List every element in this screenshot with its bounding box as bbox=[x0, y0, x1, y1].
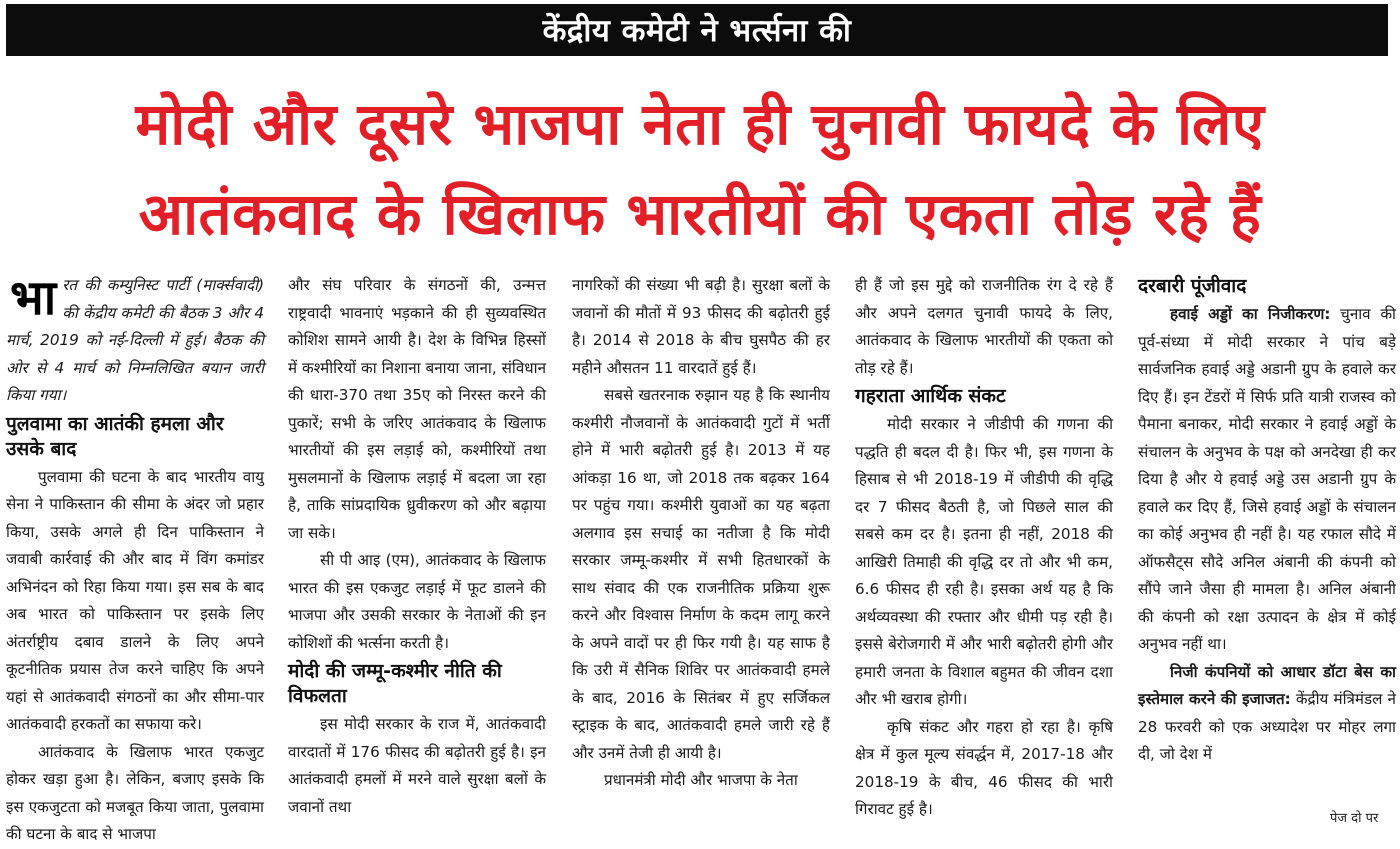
article-column-2 bbox=[288, 272, 546, 832]
headline-line-1: मोदी और दूसरे भाजपा नेता ही चुनावी फायदे के लिए bbox=[135, 90, 1265, 158]
paragraph bbox=[1138, 301, 1396, 659]
section-banner: केंद्रीय कमेटी ने भर्त्सना की bbox=[6, 4, 1388, 56]
subheading-crony-capitalism: दरबारी पूंजीवाद bbox=[1138, 275, 1247, 297]
paragraph: कृषि संकट और गहरा हो रहा है। कृषि क्षेत्र में कुल मूल्य संवर्द्धन में, 2017-18 और 2018-19 के बीच, 46 फीसद की भारी गिरावट हुई है। bbox=[855, 717, 1113, 818]
paragraph: सी पी आइ (एम), आतंकवाद के खिलाफ भारत की इस एकजुट लड़ाई में फूट डालने की भाजपा और उसकी सरकार के नेताओं की इन कोशिशों की भर्त्सना करती है। bbox=[288, 551, 546, 652]
paragraph: नागरिकों की संख्या भी बढ़ी है। सुरक्षा बलों के जवानों की मौतों में 93 फीसद की बढ़ोतरी हुई है। 2014 से 2018 के बीच घुसपैठ की हर महीने औसतन 11 वारदातें हुई हैं। bbox=[572, 276, 830, 377]
paragraph: पुलवामा की घटना के बाद भारतीय वायु सेना ने पाकिस्तान की सीमा के अंदर जो प्रहार किया, उसके अगले ही दिन पाकिस्तान ने जवाबी कार्रवाई की और बाद में विंग कमांडर अभिनंदन को रिहा किया गया। इस सब के बाद अब भारत को पाकिस्तान पर इसके लिए अंतर्राष्ट्रीय दबाव डालने के लिए अपने कूटनीतिक प्रयास तेज करने चाहिए कि अपने यहां से आतंकवादी संगठनों का और सीमा-पार आतंकवादी हरकतों का सफाया करे। bbox=[6, 467, 264, 733]
paragraph: प्रधानमंत्री मोदी और भाजपा के नेता bbox=[604, 771, 798, 789]
headline-line-2: आतंकवाद के खिलाफ भारतीयों की एकता तोड़ रहे हैं bbox=[138, 180, 1262, 248]
subheading-kashmir-policy: मोदी की जम्मू-कश्मीर नीति की विफलता bbox=[288, 660, 502, 707]
paragraph: इस मोदी सरकार के राज में, आतंकवादी वारदातों में 176 फीसद की बढ़ोतरी हुई है। इन आतंकवादी हमलों में मरने वाले सुरक्षा बलों के जवानों तथा bbox=[288, 715, 546, 816]
paragraph: मोदी सरकार ने जीडीपी की गणना की पद्धति ही बदल दी है। फिर भी, इस गणना के हिसाब से भी 2018-19 में जीडीपी की वृद्धि दर 7 फीसद बैठती है, जो पिछले साल की सबसे कम दर है। इतना ही नहीं, 2018 की आखिरी तिमाही की वृद्धि दर तो और भी कम, 6.6 फीसद ही रही है। इसका अर्थ यह है कि अर्थव्यवस्था की रफ्तार और धीमी पड़ रही है। इससे बेरोजगारी में और भारी बढ़ोतरी होगी और हमारी जनता के विशाल बहुमत की जीवन दशा और भी खराब होगी। bbox=[855, 415, 1113, 708]
paragraph: आतंकवाद के खिलाफ भारत एकजुट होकर खड़ा हुआ है। लेकिन, बजाए इसके कि इस एकजुटता को मजबूत किया जाता, पुलवामा की घटना के बाद से भाजपा bbox=[6, 742, 264, 843]
continued-on-page-note: पेज दो पर bbox=[1330, 811, 1379, 826]
paragraph-text: चुनाव की पूर्व-संध्या में मोदी सरकार ने पांच बड़े सार्वजनिक हवाई अड्डे अडानी ग्रुप के हवाले कर दिए हैं। इन टेंडरों में सिर्फ प्रति यात्री राजस्व को पैमाना बनाकर, मोदी सरकार ने हवाई अड्डों के संचालन के अनुभव के पक्ष को अनदेखा ही कर दिया है और ये हवाई अड्डे उस अडानी ग्रुप के हवाले कर दिए हैं, जिसे हवाई अड्डों के संचालन का कोई अनुभव ही नहीं है। यह रफाल सौदे में ऑफसैट्स सौदे अनिल अंबानी की कंपनी को सौंपे जाने जैसा ही मामला है। अनिल अंबानी की कंपनी को रक्षा उत्पादन के क्षेत्र में कोई अनुभव नहीं था। bbox=[1138, 305, 1396, 653]
article-column-1 bbox=[6, 270, 264, 843]
drop-cap: भा bbox=[10, 270, 57, 326]
paragraph: ही हैं जो इस मुद्दे को राजनीतिक रंग दे रहे हैं और अपने दलगत चुनावी फायदे के लिए, आतंकवाद के खिलाफ भारतीयों की एकता को तोड़ रहे हैं। bbox=[855, 276, 1113, 377]
paragraph: सबसे खतरनाक रुझान यह है कि स्थानीय कश्मीरी नौजवानों के आतंकवादी गुटों में भर्ती होने में भारी बढ़ोतरी हुई है। 2013 में यह आंकड़ा 16 था, जो 2018 तक बढ़कर 164 पर पहुंच गया। कश्मीरी युवाओं का यह बढ़ता अलगाव इस सचाई का नतीजा है कि मोदी सरकार जम्मू-कश्मीर में सभी हितधारकों के साथ संवाद की एक राजनीतिक प्रक्रिया शुरू करने और विश्वास निर्माण के कदम लागू करने के अपने वादों पर ही फिर गयी है। यह साफ है कि उरी में सैनिक शिविर पर आतंकवादी हमले के बाद, 2016 के सितंबर में हुए सर्जिकल स्ट्राइक के बाद, आतंकवादी हमले जारी रहे हैं और उनमें तेजी ही आयी है। bbox=[572, 386, 830, 762]
intro-text: रत की कम्युनिस्ट पार्टी (मार्क्सवादी) की केंद्रीय कमेटी की बैठक 3 और 4 मार्च, 2019 को नई-दिल्ली में हुई। बैठक की ओर से 4 मार्च को निम्नलिखित बयान जारी किया गया। bbox=[6, 276, 264, 404]
lead-in-aadhaar: निजी कंपनियों को आधार डॉटा बेस का इस्तेमाल करने की इजाजत: bbox=[1138, 662, 1396, 708]
paragraph: और संघ परिवार के संगठनों की, उन्मत्त राष्ट्रवादी भावनाएं भड़काने की ही सुव्यवस्थित कोशिश सामने आयी है। देश के विभिन्न हिस्सों में कश्मीरियों का निशाना बनाया जाना, संविधान की धारा-370 तथा 35ए को निरस्त करने की पुकारें; सभी के जरिए आतंकवाद के खिलाफ भारतीयों की इस लड़ाई को, कश्मीरियों तथा मुसलमानों के खिलाफ लड़ाई में बदला जा रहा है, ताकि सांप्रदायिक ध्रुवीकरण को और बढ़ाया जा सके। bbox=[288, 276, 546, 542]
lead-in-airports: हवाई अड्डों का निजीकरण: bbox=[1170, 305, 1331, 323]
intro-paragraph bbox=[6, 272, 264, 410]
paragraph bbox=[1138, 659, 1396, 769]
article-column-5 bbox=[1138, 272, 1396, 832]
paragraph-text: केंद्रीय मंत्रिमंडल ने 28 फरवरी को एक अध्यादेश पर मोहर लगा दी, जो देश में bbox=[1138, 690, 1396, 763]
subheading-pulwama: पुलवामा का आतंकी हमला और उसके बाद bbox=[6, 412, 224, 460]
subheading-economic-crisis: गहराता आर्थिक संकट bbox=[855, 385, 1006, 407]
article-column-4 bbox=[855, 272, 1113, 832]
article-column-3 bbox=[572, 272, 830, 832]
